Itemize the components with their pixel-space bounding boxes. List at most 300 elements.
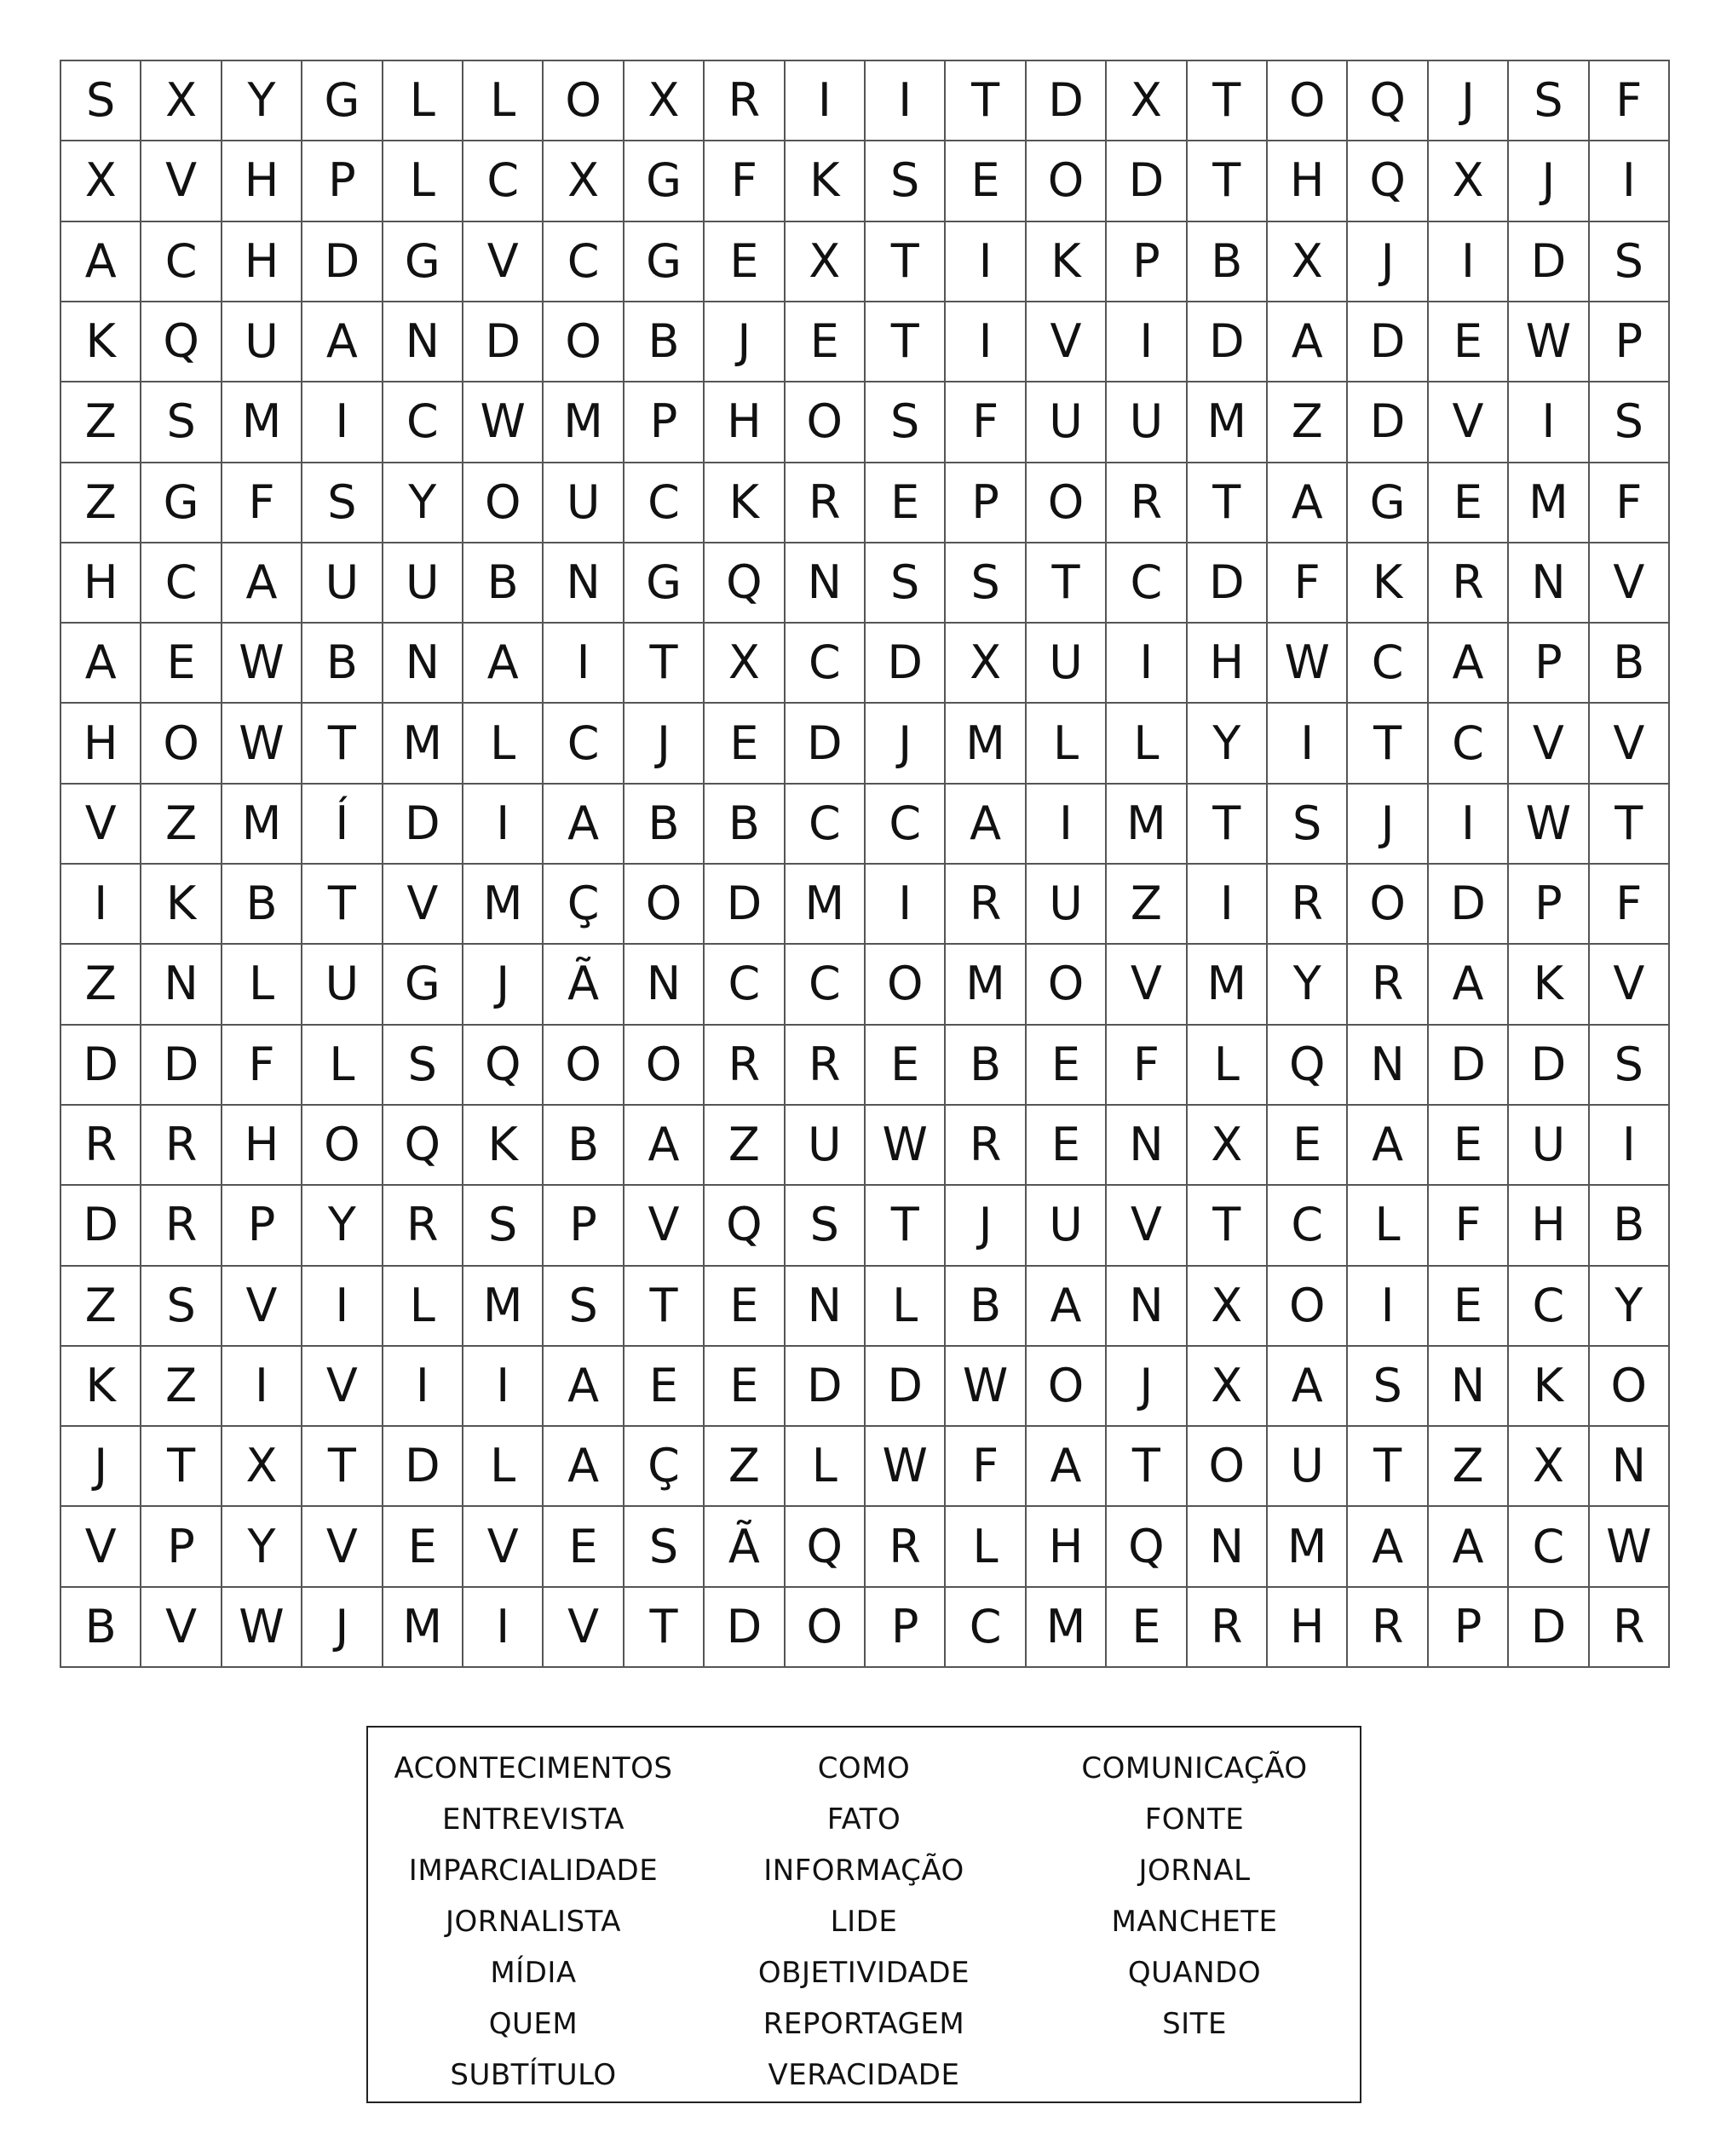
grid-cell[interactable]: B — [946, 1026, 1026, 1106]
grid-cell[interactable]: G — [625, 222, 705, 302]
grid-cell[interactable]: O — [866, 945, 946, 1025]
grid-cell[interactable]: N — [383, 624, 463, 704]
grid-cell[interactable]: I — [1590, 141, 1670, 221]
grid-cell[interactable]: R — [1107, 463, 1187, 543]
grid-cell[interactable]: O — [625, 1026, 705, 1106]
grid-cell[interactable]: D — [705, 1588, 785, 1668]
grid-cell[interactable]: E — [1429, 1267, 1509, 1347]
grid-cell[interactable]: V — [1107, 1186, 1187, 1266]
grid-cell[interactable]: H — [61, 704, 141, 784]
grid-cell[interactable]: V — [61, 785, 141, 865]
grid-cell[interactable]: R — [1188, 1588, 1268, 1668]
grid-cell[interactable]: T — [866, 302, 946, 382]
grid-cell[interactable]: X — [1188, 1106, 1268, 1186]
grid-cell[interactable]: G — [141, 463, 222, 543]
grid-cell[interactable]: E — [866, 1026, 946, 1106]
grid-cell[interactable]: D — [1107, 141, 1187, 221]
grid-cell[interactable]: C — [383, 382, 463, 463]
grid-cell[interactable]: Q — [705, 543, 785, 624]
grid-cell[interactable]: F — [1590, 61, 1670, 141]
grid-cell[interactable]: B — [1590, 1186, 1670, 1266]
grid-cell[interactable]: M — [544, 382, 624, 463]
grid-cell[interactable]: Z — [1268, 382, 1348, 463]
grid-cell[interactable]: D — [463, 302, 544, 382]
grid-cell[interactable]: R — [866, 1507, 946, 1587]
grid-cell[interactable]: R — [141, 1106, 222, 1186]
grid-cell[interactable]: C — [946, 1588, 1026, 1668]
grid-cell[interactable]: T — [625, 624, 705, 704]
grid-cell[interactable]: T — [946, 61, 1026, 141]
grid-cell[interactable]: S — [625, 1507, 705, 1587]
grid-cell[interactable]: R — [786, 1026, 866, 1106]
grid-cell[interactable]: A — [1348, 1106, 1428, 1186]
grid-cell[interactable]: D — [1188, 543, 1268, 624]
grid-cell[interactable]: Ç — [625, 1427, 705, 1507]
grid-cell[interactable]: W — [222, 1588, 302, 1668]
grid-cell[interactable]: S — [866, 382, 946, 463]
grid-cell[interactable]: W — [1590, 1507, 1670, 1587]
grid-cell[interactable]: O — [1268, 1267, 1348, 1347]
grid-cell[interactable]: M — [463, 865, 544, 945]
grid-cell[interactable]: Y — [1188, 704, 1268, 784]
grid-cell[interactable]: O — [544, 61, 624, 141]
grid-cell[interactable]: E — [1107, 1588, 1187, 1668]
grid-cell[interactable]: O — [1027, 1347, 1107, 1427]
grid-cell[interactable]: U — [302, 945, 383, 1025]
grid-cell[interactable]: J — [946, 1186, 1026, 1266]
grid-cell[interactable]: Y — [302, 1186, 383, 1266]
grid-cell[interactable]: A — [1027, 1267, 1107, 1347]
grid-cell[interactable]: I — [1590, 1106, 1670, 1186]
grid-cell[interactable]: B — [705, 785, 785, 865]
grid-cell[interactable]: E — [946, 141, 1026, 221]
grid-cell[interactable]: V — [383, 865, 463, 945]
grid-cell[interactable]: A — [222, 543, 302, 624]
grid-cell[interactable]: A — [1348, 1507, 1428, 1587]
grid-cell[interactable]: K — [463, 1106, 544, 1186]
grid-cell[interactable]: U — [1027, 865, 1107, 945]
grid-cell[interactable]: Y — [1590, 1267, 1670, 1347]
grid-cell[interactable]: K — [705, 463, 785, 543]
grid-cell[interactable]: M — [222, 785, 302, 865]
grid-cell[interactable]: I — [1509, 382, 1589, 463]
grid-cell[interactable]: E — [1027, 1106, 1107, 1186]
grid-cell[interactable]: T — [625, 1588, 705, 1668]
grid-cell[interactable]: D — [786, 704, 866, 784]
grid-cell[interactable]: X — [1107, 61, 1187, 141]
grid-cell[interactable]: Ã — [705, 1507, 785, 1587]
grid-cell[interactable]: S — [1268, 785, 1348, 865]
grid-cell[interactable]: O — [1348, 865, 1428, 945]
grid-cell[interactable]: C — [141, 222, 222, 302]
grid-cell[interactable]: B — [1590, 624, 1670, 704]
grid-cell[interactable]: C — [625, 463, 705, 543]
grid-cell[interactable]: S — [1590, 222, 1670, 302]
grid-cell[interactable]: I — [463, 1347, 544, 1427]
grid-cell[interactable]: A — [544, 1427, 624, 1507]
grid-cell[interactable]: M — [383, 1588, 463, 1668]
grid-cell[interactable]: I — [946, 302, 1026, 382]
grid-cell[interactable]: O — [1268, 61, 1348, 141]
grid-cell[interactable]: A — [463, 624, 544, 704]
grid-cell[interactable]: W — [1509, 785, 1589, 865]
grid-cell[interactable]: N — [141, 945, 222, 1025]
grid-cell[interactable]: Q — [705, 1186, 785, 1266]
grid-cell[interactable]: Q — [1348, 61, 1428, 141]
grid-cell[interactable]: M — [946, 945, 1026, 1025]
grid-cell[interactable]: N — [625, 945, 705, 1025]
grid-cell[interactable]: R — [705, 61, 785, 141]
grid-cell[interactable]: J — [1509, 141, 1589, 221]
grid-cell[interactable]: A — [1429, 624, 1509, 704]
grid-cell[interactable]: L — [222, 945, 302, 1025]
grid-cell[interactable]: X — [1268, 222, 1348, 302]
grid-cell[interactable]: C — [1107, 543, 1187, 624]
grid-cell[interactable]: O — [544, 302, 624, 382]
grid-cell[interactable]: N — [1348, 1026, 1428, 1106]
grid-cell[interactable]: O — [463, 463, 544, 543]
grid-cell[interactable]: Z — [705, 1106, 785, 1186]
grid-cell[interactable]: K — [1348, 543, 1428, 624]
grid-cell[interactable]: U — [1268, 1427, 1348, 1507]
grid-cell[interactable]: O — [544, 1026, 624, 1106]
grid-cell[interactable]: O — [141, 704, 222, 784]
grid-cell[interactable]: Z — [705, 1427, 785, 1507]
grid-cell[interactable]: T — [302, 865, 383, 945]
grid-cell[interactable]: X — [544, 141, 624, 221]
grid-cell[interactable]: K — [141, 865, 222, 945]
grid-cell[interactable]: H — [1027, 1507, 1107, 1587]
grid-cell[interactable]: Ç — [544, 865, 624, 945]
grid-cell[interactable]: H — [1268, 1588, 1348, 1668]
grid-cell[interactable]: B — [625, 785, 705, 865]
grid-cell[interactable]: E — [1268, 1106, 1348, 1186]
grid-cell[interactable]: A — [544, 1347, 624, 1427]
grid-cell[interactable]: V — [302, 1507, 383, 1587]
grid-cell[interactable]: S — [786, 1186, 866, 1266]
grid-cell[interactable]: A — [946, 785, 1026, 865]
grid-cell[interactable]: N — [1107, 1267, 1187, 1347]
grid-cell[interactable]: I — [463, 1588, 544, 1668]
grid-cell[interactable]: W — [1268, 624, 1348, 704]
grid-cell[interactable]: V — [1590, 704, 1670, 784]
grid-cell[interactable]: J — [302, 1588, 383, 1668]
grid-cell[interactable]: D — [1509, 222, 1589, 302]
grid-cell[interactable]: D — [1027, 61, 1107, 141]
grid-cell[interactable]: Z — [1107, 865, 1187, 945]
grid-cell[interactable]: C — [463, 141, 544, 221]
grid-cell[interactable]: C — [786, 945, 866, 1025]
grid-cell[interactable]: I — [1188, 865, 1268, 945]
grid-cell[interactable]: E — [383, 1507, 463, 1587]
grid-cell[interactable]: J — [1348, 222, 1428, 302]
grid-cell[interactable]: J — [61, 1427, 141, 1507]
grid-cell[interactable]: T — [625, 1267, 705, 1347]
grid-cell[interactable]: O — [786, 382, 866, 463]
grid-cell[interactable]: Z — [61, 945, 141, 1025]
grid-cell[interactable]: U — [544, 463, 624, 543]
grid-cell[interactable]: T — [302, 1427, 383, 1507]
grid-cell[interactable]: T — [1348, 704, 1428, 784]
grid-cell[interactable]: C — [1348, 624, 1428, 704]
grid-cell[interactable]: Í — [302, 785, 383, 865]
grid-cell[interactable]: T — [866, 222, 946, 302]
grid-cell[interactable]: P — [1107, 222, 1187, 302]
grid-cell[interactable]: V — [141, 141, 222, 221]
grid-cell[interactable]: V — [1590, 543, 1670, 624]
grid-cell[interactable]: V — [61, 1507, 141, 1587]
grid-cell[interactable]: M — [1268, 1507, 1348, 1587]
grid-cell[interactable]: S — [463, 1186, 544, 1266]
grid-cell[interactable]: P — [866, 1588, 946, 1668]
grid-cell[interactable]: Y — [222, 61, 302, 141]
grid-cell[interactable]: E — [1429, 463, 1509, 543]
grid-cell[interactable]: M — [946, 704, 1026, 784]
grid-cell[interactable]: S — [61, 61, 141, 141]
grid-cell[interactable]: R — [1348, 945, 1428, 1025]
grid-cell[interactable]: A — [1027, 1427, 1107, 1507]
grid-cell[interactable]: N — [1590, 1427, 1670, 1507]
grid-cell[interactable]: W — [946, 1347, 1026, 1427]
grid-cell[interactable]: F — [222, 1026, 302, 1106]
grid-cell[interactable]: M — [1509, 463, 1589, 543]
grid-cell[interactable]: A — [61, 624, 141, 704]
grid-cell[interactable]: P — [1509, 624, 1589, 704]
grid-cell[interactable]: P — [625, 382, 705, 463]
grid-cell[interactable]: D — [61, 1186, 141, 1266]
grid-cell[interactable]: U — [383, 543, 463, 624]
grid-cell[interactable]: U — [302, 543, 383, 624]
grid-cell[interactable]: R — [383, 1186, 463, 1266]
grid-cell[interactable]: I — [463, 785, 544, 865]
grid-cell[interactable]: T — [866, 1186, 946, 1266]
grid-cell[interactable]: T — [1348, 1427, 1428, 1507]
grid-cell[interactable]: K — [61, 1347, 141, 1427]
grid-cell[interactable]: V — [1509, 704, 1589, 784]
grid-cell[interactable]: W — [222, 624, 302, 704]
grid-cell[interactable]: V — [141, 1588, 222, 1668]
grid-cell[interactable]: I — [222, 1347, 302, 1427]
grid-cell[interactable]: E — [1027, 1026, 1107, 1106]
grid-cell[interactable]: D — [786, 1347, 866, 1427]
grid-cell[interactable]: E — [705, 1267, 785, 1347]
grid-cell[interactable]: V — [1590, 945, 1670, 1025]
grid-cell[interactable]: V — [625, 1186, 705, 1266]
grid-cell[interactable]: U — [1107, 382, 1187, 463]
grid-cell[interactable]: X — [786, 222, 866, 302]
grid-cell[interactable]: E — [141, 624, 222, 704]
grid-cell[interactable]: D — [61, 1026, 141, 1106]
grid-cell[interactable]: X — [141, 61, 222, 141]
grid-cell[interactable]: B — [625, 302, 705, 382]
grid-cell[interactable]: D — [866, 1347, 946, 1427]
grid-cell[interactable]: J — [866, 704, 946, 784]
grid-cell[interactable]: A — [61, 222, 141, 302]
grid-cell[interactable]: R — [946, 1106, 1026, 1186]
grid-cell[interactable]: N — [1429, 1347, 1509, 1427]
grid-cell[interactable]: L — [866, 1267, 946, 1347]
grid-cell[interactable]: X — [625, 61, 705, 141]
grid-cell[interactable]: T — [141, 1427, 222, 1507]
grid-cell[interactable]: C — [1509, 1507, 1589, 1587]
grid-cell[interactable]: Q — [1348, 141, 1428, 221]
grid-cell[interactable]: W — [463, 382, 544, 463]
grid-cell[interactable]: L — [946, 1507, 1026, 1587]
grid-cell[interactable]: Q — [141, 302, 222, 382]
grid-cell[interactable]: R — [786, 463, 866, 543]
grid-cell[interactable]: T — [1188, 1186, 1268, 1266]
grid-cell[interactable]: X — [705, 624, 785, 704]
grid-cell[interactable]: H — [705, 382, 785, 463]
grid-cell[interactable]: U — [1027, 382, 1107, 463]
grid-cell[interactable]: E — [544, 1507, 624, 1587]
grid-cell[interactable]: J — [1107, 1347, 1187, 1427]
grid-cell[interactable]: L — [383, 61, 463, 141]
grid-cell[interactable]: K — [1509, 945, 1589, 1025]
grid-cell[interactable]: F — [1590, 463, 1670, 543]
grid-cell[interactable]: X — [1188, 1347, 1268, 1427]
grid-cell[interactable]: D — [1348, 382, 1428, 463]
grid-cell[interactable]: I — [866, 865, 946, 945]
grid-cell[interactable]: P — [141, 1507, 222, 1587]
grid-cell[interactable]: Q — [383, 1106, 463, 1186]
grid-cell[interactable]: M — [222, 382, 302, 463]
grid-cell[interactable]: Q — [463, 1026, 544, 1106]
grid-cell[interactable]: Y — [383, 463, 463, 543]
grid-cell[interactable]: L — [1348, 1186, 1428, 1266]
grid-cell[interactable]: I — [786, 61, 866, 141]
grid-cell[interactable]: T — [1188, 785, 1268, 865]
grid-cell[interactable]: G — [1348, 463, 1428, 543]
grid-cell[interactable]: F — [705, 141, 785, 221]
grid-cell[interactable]: B — [61, 1588, 141, 1668]
grid-cell[interactable]: R — [705, 1026, 785, 1106]
grid-cell[interactable]: H — [222, 222, 302, 302]
grid-cell[interactable]: G — [625, 543, 705, 624]
grid-cell[interactable]: P — [1590, 302, 1670, 382]
grid-cell[interactable]: A — [1429, 945, 1509, 1025]
grid-cell[interactable]: S — [1348, 1347, 1428, 1427]
grid-cell[interactable]: U — [222, 302, 302, 382]
grid-cell[interactable]: S — [383, 1026, 463, 1106]
grid-cell[interactable]: S — [1590, 382, 1670, 463]
grid-cell[interactable]: O — [302, 1106, 383, 1186]
grid-cell[interactable]: C — [1268, 1186, 1348, 1266]
grid-cell[interactable]: L — [302, 1026, 383, 1106]
grid-cell[interactable]: K — [1027, 222, 1107, 302]
grid-cell[interactable]: E — [705, 1347, 785, 1427]
grid-cell[interactable]: P — [946, 463, 1026, 543]
grid-cell[interactable]: E — [625, 1347, 705, 1427]
grid-cell[interactable]: D — [1429, 1026, 1509, 1106]
grid-cell[interactable]: G — [383, 945, 463, 1025]
grid-cell[interactable]: F — [1590, 865, 1670, 945]
grid-cell[interactable]: R — [141, 1186, 222, 1266]
grid-cell[interactable]: Z — [61, 463, 141, 543]
grid-cell[interactable]: R — [1590, 1588, 1670, 1668]
grid-cell[interactable]: D — [383, 785, 463, 865]
grid-cell[interactable]: H — [61, 543, 141, 624]
grid-cell[interactable]: T — [1590, 785, 1670, 865]
grid-cell[interactable]: U — [1509, 1106, 1589, 1186]
grid-cell[interactable]: N — [1107, 1106, 1187, 1186]
grid-cell[interactable]: V — [1429, 382, 1509, 463]
grid-cell[interactable]: V — [544, 1588, 624, 1668]
grid-cell[interactable]: L — [1107, 704, 1187, 784]
grid-cell[interactable]: G — [625, 141, 705, 221]
grid-cell[interactable]: E — [866, 463, 946, 543]
grid-cell[interactable]: Z — [61, 1267, 141, 1347]
grid-cell[interactable]: D — [141, 1026, 222, 1106]
grid-cell[interactable]: T — [1188, 141, 1268, 221]
grid-cell[interactable]: I — [1107, 302, 1187, 382]
grid-cell[interactable]: S — [141, 382, 222, 463]
grid-cell[interactable]: P — [544, 1186, 624, 1266]
grid-cell[interactable]: Y — [1268, 945, 1348, 1025]
grid-cell[interactable]: P — [302, 141, 383, 221]
grid-cell[interactable]: O — [1027, 945, 1107, 1025]
grid-cell[interactable]: X — [946, 624, 1026, 704]
grid-cell[interactable]: S — [544, 1267, 624, 1347]
grid-cell[interactable]: N — [1188, 1507, 1268, 1587]
grid-cell[interactable]: I — [1107, 624, 1187, 704]
grid-cell[interactable]: L — [786, 1427, 866, 1507]
grid-cell[interactable]: D — [1509, 1026, 1589, 1106]
grid-cell[interactable]: R — [1429, 543, 1509, 624]
grid-cell[interactable]: Z — [61, 382, 141, 463]
grid-cell[interactable]: D — [1509, 1588, 1589, 1668]
grid-cell[interactable]: X — [61, 141, 141, 221]
grid-cell[interactable]: R — [61, 1106, 141, 1186]
grid-cell[interactable]: F — [1429, 1186, 1509, 1266]
grid-cell[interactable]: R — [1268, 865, 1348, 945]
grid-cell[interactable]: Ã — [544, 945, 624, 1025]
grid-cell[interactable]: S — [946, 543, 1026, 624]
grid-cell[interactable]: D — [866, 624, 946, 704]
grid-cell[interactable]: M — [383, 704, 463, 784]
grid-cell[interactable]: M — [1107, 785, 1187, 865]
grid-cell[interactable]: O — [786, 1588, 866, 1668]
grid-cell[interactable]: T — [1027, 543, 1107, 624]
grid-cell[interactable]: D — [383, 1427, 463, 1507]
grid-cell[interactable]: U — [786, 1106, 866, 1186]
grid-cell[interactable]: C — [786, 785, 866, 865]
grid-cell[interactable]: S — [1509, 61, 1589, 141]
grid-cell[interactable]: F — [1107, 1026, 1187, 1106]
grid-cell[interactable]: F — [222, 463, 302, 543]
grid-cell[interactable]: T — [1107, 1427, 1187, 1507]
grid-cell[interactable]: H — [222, 141, 302, 221]
grid-cell[interactable]: P — [1429, 1588, 1509, 1668]
grid-cell[interactable]: I — [302, 382, 383, 463]
grid-cell[interactable]: N — [383, 302, 463, 382]
grid-cell[interactable]: P — [1509, 865, 1589, 945]
grid-cell[interactable]: A — [1268, 1347, 1348, 1427]
grid-cell[interactable]: D — [1348, 302, 1428, 382]
grid-cell[interactable]: O — [1027, 141, 1107, 221]
grid-cell[interactable]: S — [302, 463, 383, 543]
grid-cell[interactable]: L — [1188, 1026, 1268, 1106]
grid-cell[interactable]: U — [1027, 624, 1107, 704]
grid-cell[interactable]: M — [786, 865, 866, 945]
grid-cell[interactable]: H — [1188, 624, 1268, 704]
grid-cell[interactable]: R — [946, 865, 1026, 945]
grid-cell[interactable]: I — [61, 865, 141, 945]
grid-cell[interactable]: W — [222, 704, 302, 784]
grid-cell[interactable]: S — [866, 543, 946, 624]
grid-cell[interactable]: E — [786, 302, 866, 382]
grid-cell[interactable]: J — [625, 704, 705, 784]
